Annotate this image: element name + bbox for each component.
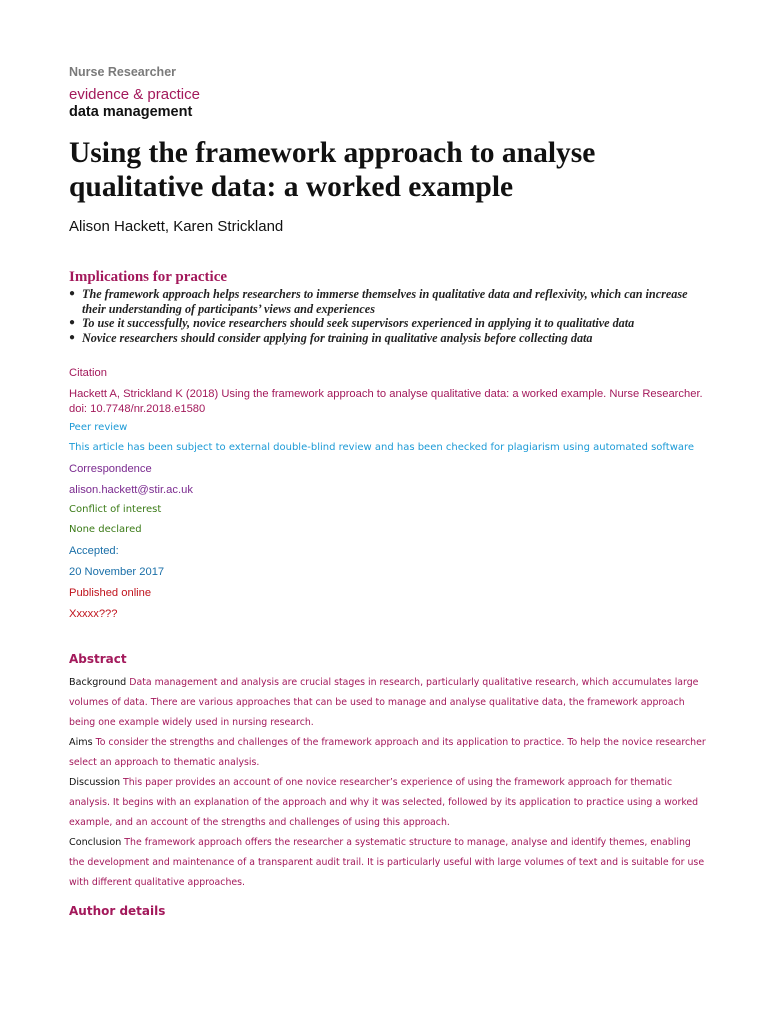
correspondence-label: Correspondence — [69, 463, 152, 475]
bullet-icon: ● — [69, 317, 76, 328]
accepted-label: Accepted: — [69, 545, 119, 557]
bullet-icon: ● — [69, 288, 76, 299]
accepted-date: 20 November 2017 — [69, 566, 165, 578]
article-title: Using the framework approach to analyse qualitative data: a worked example — [69, 137, 596, 203]
abstract-background — [69, 673, 709, 733]
peer-review-text: This article has been subject to external double-blind review and has been checked for plagiarism using automated software — [69, 442, 695, 453]
peer-review-label: Peer review — [69, 422, 128, 433]
implications-heading: Implications for practice — [69, 269, 228, 285]
abstract-aims-label: Aims — [69, 737, 93, 748]
article-authors: Alison Hackett, Karen Strickland — [69, 218, 284, 235]
abstract-conclusion-text: The framework approach offers the researcher a systematic structure to manage, analyse and identify themes, enabling the development and maintenance of a transparent audit trail. It is particularly useful with large volumes of text and is suitable for use with different qualitative approaches. — [69, 837, 705, 888]
abstract-heading: Abstract — [69, 652, 127, 666]
citation-label: Citation — [69, 367, 107, 379]
abstract-aims-text: To consider the strengths and challenges of the framework approach and its application to practice. To help the novice researcher select an approach to thematic analysis. — [69, 737, 706, 768]
implication-text: Novice researchers should consider applying for training in qualitative analysis before collecting data — [82, 330, 593, 345]
abstract-background-text: Data management and analysis are crucial stages in research, particularly qualitative research, which accumulates large volumes of data. There are various approaches that can be used to manage and analyse qualitative data, the framework approach being one example widely used in nursing research. — [69, 677, 699, 728]
abstract-discussion-label: Discussion — [69, 777, 121, 788]
conflict-of-interest-text: None declared — [69, 524, 142, 535]
abstract-body — [69, 673, 709, 893]
published-online-label: Published online — [69, 587, 152, 599]
abstract-aims — [69, 733, 709, 773]
implication-item — [69, 287, 709, 316]
implications-list — [69, 287, 709, 345]
subsection-tag: data management — [69, 104, 193, 120]
implication-item — [69, 316, 709, 331]
abstract-background-label: Background — [69, 677, 127, 688]
correspondence-email-link[interactable]: alison.hackett@stir.ac.uk — [69, 484, 193, 496]
implication-text: To use it successfully, novice researchers should seek supervisors experienced in applying it to qualitative data — [82, 316, 635, 330]
citation-text: Hackett A, Strickland K (2018) Using the framework approach to analyse qualitative data: a worked example. Nurse Researcher. doi: 10.7748/nr.2018.e1580 — [69, 388, 703, 415]
section-tag: evidence & practice — [69, 86, 200, 103]
abstract-discussion-text: This paper provides an account of one novice researcher’s experience of using the framework approach for thematic analysis. It begins with an explanation of the approach and why it was selected, followed by its application to practice using a worked example, and an account of the strengths and challenges of using this approach. — [69, 777, 699, 828]
journal-name: Nurse Researcher — [69, 65, 177, 79]
author-details-heading: Author details — [69, 904, 166, 918]
abstract-discussion — [69, 773, 709, 833]
conflict-of-interest-label: Conflict of interest — [69, 504, 162, 515]
published-online-date: Xxxxx??? — [69, 608, 118, 620]
abstract-conclusion — [69, 833, 709, 893]
bullet-icon: ● — [69, 331, 76, 343]
abstract-conclusion-label: Conclusion — [69, 837, 122, 848]
implication-item — [69, 331, 709, 346]
implication-text: The framework approach helps researchers to immerse themselves in qualitative data and reflexivity, which can increase their understanding of participants’ views and experiences — [82, 287, 688, 316]
